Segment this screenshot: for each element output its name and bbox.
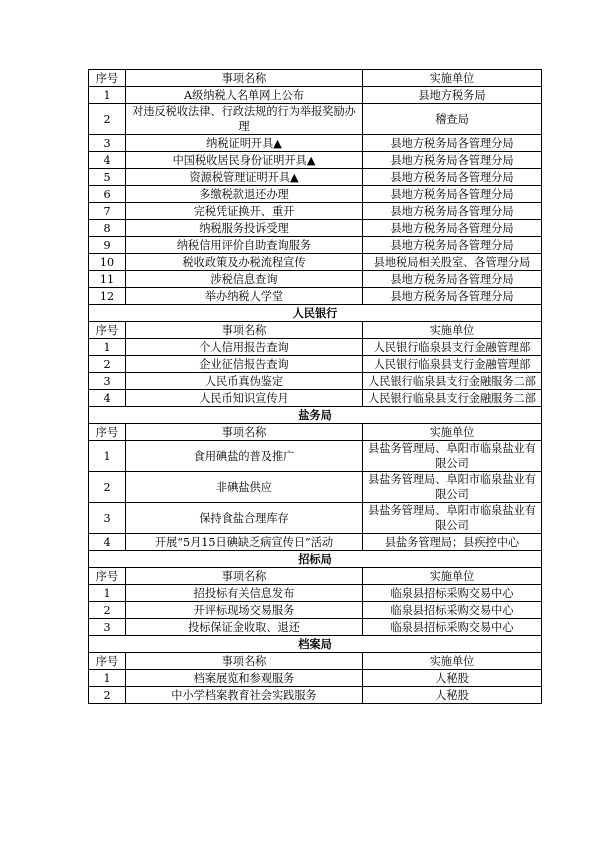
section-title: 人民银行 (89, 305, 542, 322)
header-name: 事项名称 (126, 70, 363, 87)
row-number: 3 (89, 503, 126, 534)
row-number: 2 (89, 687, 126, 704)
item-name: 人民币真伪鉴定 (126, 373, 363, 390)
implementing-unit: 人民银行临泉县支行金融服务二部 (363, 390, 542, 407)
item-name: 开评标现场交易服务 (126, 602, 363, 619)
row-number: 2 (89, 356, 126, 373)
row-number: 1 (89, 441, 126, 472)
table-row (89, 687, 542, 704)
table-row (89, 220, 542, 237)
item-name: A级纳税人名单网上公布 (126, 87, 363, 104)
implementing-unit: 人秘股 (363, 670, 542, 687)
row-number: 4 (89, 390, 126, 407)
section-title-row (89, 551, 542, 568)
row-number: 2 (89, 472, 126, 503)
item-name: 纳税信用评价自助查询服务 (126, 237, 363, 254)
implementing-unit: 县地税局相关股室、各管理分局 (363, 254, 542, 271)
item-name: 对违反税收法律、行政法规的行为举报奖励办理 (126, 104, 363, 135)
table-row (89, 169, 542, 186)
implementing-unit: 县地方税务局各管理分局 (363, 220, 542, 237)
table-row (89, 135, 542, 152)
table-row (89, 87, 542, 104)
implementing-unit: 县地方税务局各管理分局 (363, 271, 542, 288)
item-name: 纳税服务投诉受理 (126, 220, 363, 237)
item-name: 税收政策及办税流程宣传 (126, 254, 363, 271)
row-number: 2 (89, 104, 126, 135)
implementing-unit: 临泉县招标采购交易中心 (363, 619, 542, 636)
table-row (89, 373, 542, 390)
table-row (89, 237, 542, 254)
table-row (89, 390, 542, 407)
implementing-unit: 人民银行临泉县支行金融管理部 (363, 356, 542, 373)
row-number: 3 (89, 373, 126, 390)
row-number: 1 (89, 670, 126, 687)
row-number: 11 (89, 271, 126, 288)
document-page (88, 69, 541, 704)
header-name: 事项名称 (126, 568, 363, 585)
row-number: 4 (89, 534, 126, 551)
table-row (89, 670, 542, 687)
header-no: 序号 (89, 424, 126, 441)
header-unit: 实施单位 (363, 424, 542, 441)
table-row (89, 534, 542, 551)
table-row (89, 602, 542, 619)
item-name: 资源税管理证明开具▲ (126, 169, 363, 186)
item-name: 档案展览和参观服务 (126, 670, 363, 687)
item-name: 食用碘盐的普及推广 (126, 441, 363, 472)
section-title-row (89, 305, 542, 322)
header-row (89, 568, 542, 585)
header-name: 事项名称 (126, 424, 363, 441)
implementing-unit: 县盐务管理局、阜阳市临泉盐业有限公司 (363, 441, 542, 472)
item-name: 开展“5月15日碘缺乏病宣传日”活动 (126, 534, 363, 551)
table-row (89, 271, 542, 288)
row-number: 6 (89, 186, 126, 203)
table-row (89, 472, 542, 503)
table-row (89, 339, 542, 356)
row-number: 1 (89, 585, 126, 602)
item-name: 涉税信息查询 (126, 271, 363, 288)
header-row (89, 424, 542, 441)
implementing-unit: 人民银行临泉县支行金融服务二部 (363, 373, 542, 390)
header-row (89, 322, 542, 339)
implementing-unit: 临泉县招标采购交易中心 (363, 602, 542, 619)
row-number: 9 (89, 237, 126, 254)
row-number: 10 (89, 254, 126, 271)
item-name: 人民币知识宣传月 (126, 390, 363, 407)
item-name: 企业征信报告查询 (126, 356, 363, 373)
item-name: 非碘盐供应 (126, 472, 363, 503)
row-number: 2 (89, 602, 126, 619)
item-name: 投标保证金收取、退还 (126, 619, 363, 636)
item-name: 纳税证明开具▲ (126, 135, 363, 152)
implementing-unit: 稽查局 (363, 104, 542, 135)
section-title: 招标局 (89, 551, 542, 568)
implementing-unit: 县地方税务局各管理分局 (363, 186, 542, 203)
implementing-unit: 县地方税务局各管理分局 (363, 237, 542, 254)
header-name: 事项名称 (126, 653, 363, 670)
row-number: 7 (89, 203, 126, 220)
section-title-row (89, 407, 542, 424)
item-name: 中国税收居民身份证明开具▲ (126, 152, 363, 169)
implementing-unit: 县地方税务局各管理分局 (363, 169, 542, 186)
implementing-unit: 县盐务管理局、阜阳市临泉盐业有限公司 (363, 472, 542, 503)
header-name: 事项名称 (126, 322, 363, 339)
row-number: 4 (89, 152, 126, 169)
row-number: 8 (89, 220, 126, 237)
item-name: 完税凭证换开、重开 (126, 203, 363, 220)
section-title: 盐务局 (89, 407, 542, 424)
implementing-unit: 县盐务管理局；县疾控中心 (363, 534, 542, 551)
row-number: 5 (89, 169, 126, 186)
row-number: 1 (89, 339, 126, 356)
table-row (89, 203, 542, 220)
implementing-unit: 人民银行临泉县支行金融管理部 (363, 339, 542, 356)
header-no: 序号 (89, 653, 126, 670)
row-number: 3 (89, 619, 126, 636)
table-row (89, 288, 542, 305)
row-number: 1 (89, 87, 126, 104)
header-unit: 实施单位 (363, 322, 542, 339)
header-no: 序号 (89, 70, 126, 87)
header-row (89, 70, 542, 87)
table-row (89, 503, 542, 534)
item-name: 保持食盐合理库存 (126, 503, 363, 534)
table-row (89, 152, 542, 169)
row-number: 3 (89, 135, 126, 152)
header-row (89, 653, 542, 670)
implementing-unit: 县地方税务局 (363, 87, 542, 104)
row-number: 12 (89, 288, 126, 305)
table-row (89, 186, 542, 203)
table-row (89, 356, 542, 373)
item-name: 多缴税款退还办理 (126, 186, 363, 203)
header-unit: 实施单位 (363, 568, 542, 585)
implementing-unit: 县地方税务局各管理分局 (363, 288, 542, 305)
implementing-unit: 县盐务管理局、阜阳市临泉盐业有限公司 (363, 503, 542, 534)
item-name: 中小学档案教育社会实践服务 (126, 687, 363, 704)
section-title-row (89, 636, 542, 653)
table-row (89, 254, 542, 271)
header-no: 序号 (89, 322, 126, 339)
item-name: 招投标有关信息发布 (126, 585, 363, 602)
implementing-unit: 县地方税务局各管理分局 (363, 152, 542, 169)
table-body (89, 70, 542, 704)
item-name: 举办纳税人学堂 (126, 288, 363, 305)
header-no: 序号 (89, 568, 126, 585)
header-unit: 实施单位 (363, 653, 542, 670)
header-unit: 实施单位 (363, 70, 542, 87)
table-row (89, 104, 542, 135)
section-title: 档案局 (89, 636, 542, 653)
table-row (89, 441, 542, 472)
item-name: 个人信用报告查询 (126, 339, 363, 356)
implementing-unit: 临泉县招标采购交易中心 (363, 585, 542, 602)
table-row (89, 585, 542, 602)
implementing-unit: 县地方税务局各管理分局 (363, 203, 542, 220)
table-row (89, 619, 542, 636)
implementing-unit: 县地方税务局各管理分局 (363, 135, 542, 152)
implementing-unit: 人秘股 (363, 687, 542, 704)
service-table (88, 69, 542, 704)
